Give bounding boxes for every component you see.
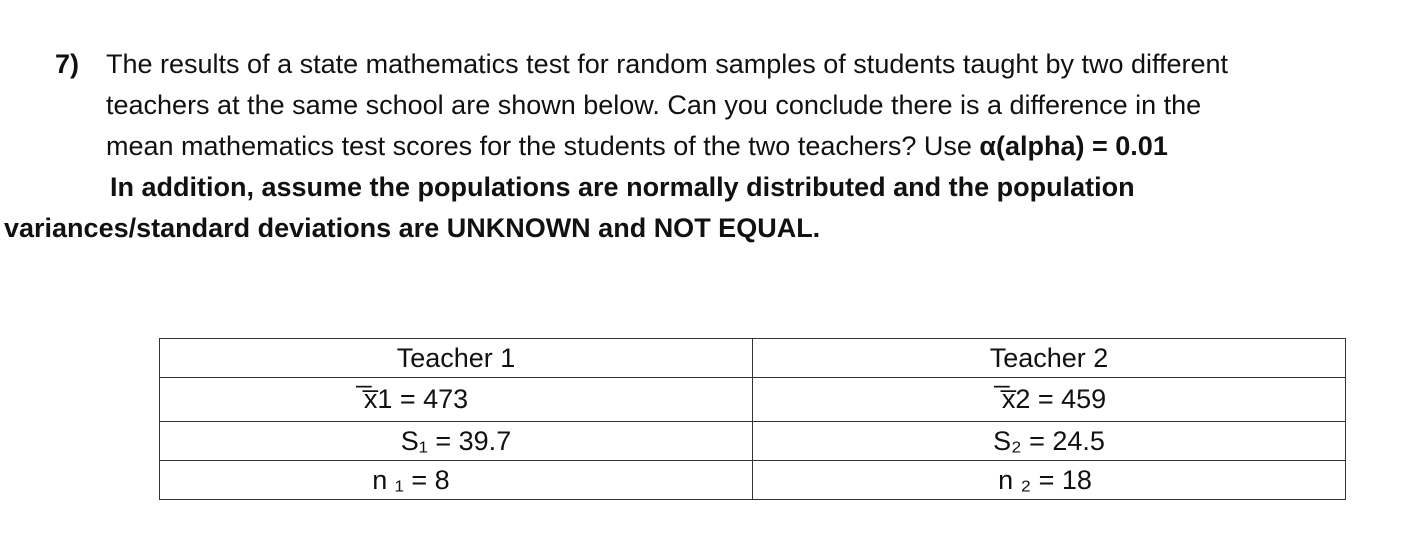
teacher-1-std-dev: S₁ = 39.7 <box>160 422 753 461</box>
table-row-std-dev <box>160 422 1346 461</box>
teacher-2-std-dev: S₂ = 24.5 <box>753 422 1346 461</box>
instruction-line-1: In addition, assume the populations are normally distributed and the population <box>110 172 1135 202</box>
table-row-mean <box>160 378 1346 422</box>
teacher-2-mean: ̅x̅2 = 459 <box>753 378 1346 422</box>
teacher-2-sample-size: n ₂ = 18 <box>753 461 1346 500</box>
table-row-sample-size <box>160 461 1346 500</box>
teacher-statistics-table <box>159 338 1346 500</box>
problem-paragraph <box>106 44 1396 167</box>
problem-line-3-text: mean mathematics test scores for the students of the two teachers? Use <box>106 131 980 161</box>
header-teacher-2: Teacher 2 <box>753 339 1346 378</box>
teacher-1-sample-size: n ₁ = 8 <box>160 461 753 500</box>
teacher-1-mean: ̅x̅1 = 473 <box>160 378 753 422</box>
instruction-line-2: variances/standard deviations are UNKNOWN and NOT EQUAL. <box>4 213 821 243</box>
table-header-row <box>160 339 1346 378</box>
problem-number: 7) <box>55 49 80 79</box>
problem-line-2: teachers at the same school are shown below. Can you conclude there is a difference in the <box>106 90 1202 120</box>
problem-line-3 <box>106 126 1396 167</box>
header-teacher-1: Teacher 1 <box>160 339 753 378</box>
problem-line-1: The results of a state mathematics test for random samples of students taught by two different <box>106 49 1229 79</box>
alpha-value: α(alpha) = 0.01 <box>979 131 1168 161</box>
